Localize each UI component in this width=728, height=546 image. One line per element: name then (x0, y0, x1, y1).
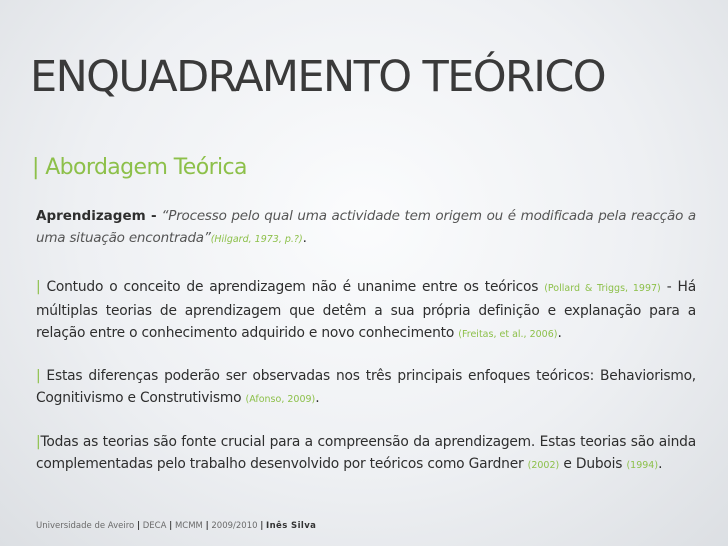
footer-course: MCMM (174, 521, 203, 531)
citation: (Pollard & Triggs, 1997) (544, 283, 661, 294)
period: . (315, 390, 320, 406)
footer-year: 2009/2010 (211, 521, 258, 531)
footer-separator: | (260, 521, 264, 531)
paragraph-text: Estas diferenças poderão ser observadas nos três principais enfoques teóricos: Behaviorismo, Cognitivismo e Construtivismo (36, 368, 696, 406)
citation: (1994) (626, 460, 659, 471)
footer-department: DECA (142, 521, 167, 531)
paragraph-concept (36, 276, 696, 346)
paragraph-theories (36, 431, 696, 477)
footer-separator: | (169, 521, 173, 531)
paragraph-text: e Dubois (559, 456, 627, 472)
citation: (2002) (527, 460, 560, 471)
period: . (557, 325, 562, 341)
citation: (Freitas, et al., 2006) (458, 329, 558, 340)
definition-quote: “Processo pelo qual uma actividade tem origem ou é modificada pela reacção a uma situação encontrada” (36, 208, 697, 246)
footer-university: Universidade de Aveiro (36, 521, 135, 531)
footer-separator: | (205, 521, 209, 531)
accent-bar: | (36, 279, 41, 295)
accent-bar: | (36, 368, 41, 384)
paragraph-definition (36, 205, 696, 251)
paragraph-text: Contudo o conceito de aprendizagem não é unanime entre os teóricos (40, 279, 545, 295)
slide-footer (36, 521, 316, 531)
period: . (658, 456, 663, 472)
paragraph-differences (36, 365, 696, 411)
citation: (Afonso, 2009) (245, 394, 316, 405)
footer-author: Inês Silva (266, 521, 317, 531)
footer-separator: | (136, 521, 141, 531)
citation: (Hilgard, 1973, p.?) (210, 234, 303, 245)
paragraph-text: Todas as teorias são fonte crucial para a compreensão da aprendizagem. Estas teorias são ainda complementadas pelo trabalho desenvolvido por teóricos como Gardner (36, 434, 696, 472)
definition-term: Aprendizagem - (36, 208, 157, 224)
paragraph-text: - Há múltiplas teorias de aprendizagem que detêm a sua própria definição e explanação para a relação entre o conhecimento adquirido e novo conhecimento (36, 279, 696, 341)
slide-title: ENQUADRAMENTO TEÓRICO (30, 52, 606, 102)
slide-subtitle: | Abordagem Teórica (32, 155, 247, 180)
accent-bar: | (36, 434, 41, 450)
period: . (302, 230, 307, 246)
